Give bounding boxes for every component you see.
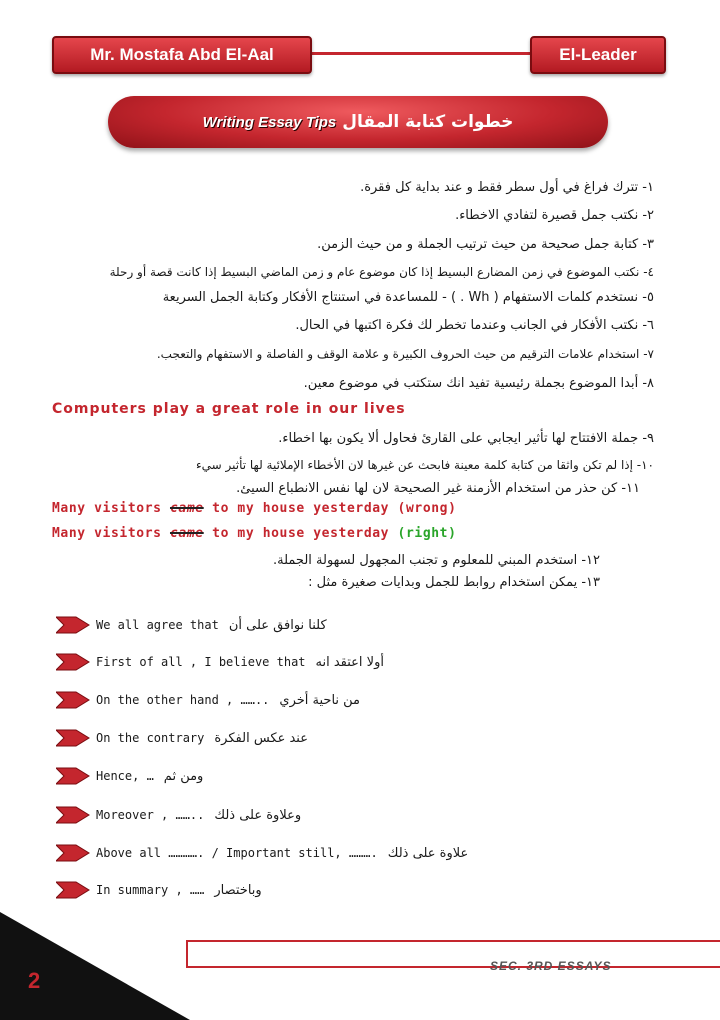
example-sentence: Computers play a great role in our lives bbox=[52, 401, 406, 417]
phrase-arabic: علاوة على ذلك bbox=[387, 845, 469, 861]
phrase-item bbox=[56, 651, 384, 673]
phrase-arabic: كلنا نوافق على أن bbox=[228, 617, 327, 633]
arrow-icon bbox=[56, 653, 90, 671]
arrow-icon bbox=[56, 844, 90, 862]
wrong-word: came bbox=[169, 501, 204, 516]
arrow-icon bbox=[56, 691, 90, 709]
phrase-english: Moreover , …….. bbox=[96, 808, 205, 822]
footer-line-lower bbox=[186, 966, 720, 968]
phrase-arabic: عند عكس الفكرة bbox=[214, 730, 308, 746]
tip-11: ١١- كن حذر من استخدام الأزمنة غير الصحيحة لان لها نفس الانطباع السيئ. bbox=[236, 481, 640, 496]
phrase-english: Above all …………. / Important still, ………. bbox=[96, 846, 378, 860]
tip-6: ٦- نكتب الأفكار في الجانب وعندما تخطر لك فكرة اكتبها في الحال. bbox=[295, 318, 654, 333]
wrong-example bbox=[52, 501, 457, 516]
tip-3: ٣- كتابة جمل صحيحة من حيث ترتيب الجملة و من حيث الزمن. bbox=[317, 237, 654, 252]
arrow-icon bbox=[56, 616, 90, 634]
phrase-item bbox=[56, 879, 262, 901]
tip-2: ٢- نكتب جمل قصيرة لتفادي الاخطاء. bbox=[455, 208, 654, 223]
header-line bbox=[310, 52, 532, 55]
footer-corner-triangle bbox=[0, 912, 190, 1020]
phrase-english: Hence, … bbox=[96, 769, 154, 783]
phrase-item bbox=[56, 804, 301, 826]
phrase-english: First of all , I believe that bbox=[96, 655, 306, 669]
arrow-icon bbox=[56, 767, 90, 785]
tip-1: ١- تترك فراغ في أول سطر فقط و عند بداية كل فقرة. bbox=[360, 180, 654, 195]
phrase-english: In summary , …… bbox=[96, 883, 205, 897]
tip-7: ٧- استخدام علامات الترقيم من حيث الحروف الكبيرة و علامة الوقف و الفاصلة و الاستفهام والتعجب. bbox=[156, 347, 654, 361]
phrase-arabic: من ناحية أخري bbox=[279, 692, 361, 708]
title-english: Writing Essay Tips bbox=[202, 113, 337, 131]
phrase-item bbox=[56, 842, 468, 864]
phrase-arabic: أولا اعتقد انه bbox=[315, 654, 384, 670]
author-badge: Mr. Mostafa Abd El-Aal bbox=[52, 36, 312, 74]
phrase-item bbox=[56, 614, 327, 636]
phrase-english: On the other hand , …….. bbox=[96, 693, 270, 707]
phrase-english: On the contrary bbox=[96, 731, 205, 745]
tip-8: ٨- أبدا الموضوع بجملة رئيسية تفيد انك ستكتب في موضوع معين. bbox=[303, 376, 654, 391]
arrow-icon bbox=[56, 729, 90, 747]
phrase-english: We all agree that bbox=[96, 618, 219, 632]
arrow-icon bbox=[56, 806, 90, 824]
footer-line bbox=[186, 940, 720, 942]
tip-5: ٥- نستخدم كلمات الاستفهام ( Wh . ) - للمساعدة في استنتاج الأفكار وكتابة الجمل السريعة bbox=[162, 290, 654, 305]
right-example bbox=[52, 526, 457, 541]
tip-13: ١٣- يمكن استخدام روابط للجمل وبدايات صغيرة مثل : bbox=[308, 575, 600, 590]
arrow-icon bbox=[56, 881, 90, 899]
footer-line-vertical bbox=[186, 940, 188, 968]
wrong-prefix: Many visitors bbox=[52, 501, 162, 516]
tip-12: ١٢- استخدم المبني للمعلوم و تجنب المجهول لسهولة الجملة. bbox=[273, 553, 600, 568]
title-arabic: خطوات كتابة المقال bbox=[342, 112, 514, 132]
footer-label: SEC. 3RD ESSAYS bbox=[490, 959, 612, 973]
phrase-arabic: ومن ثم bbox=[163, 768, 204, 784]
phrase-arabic: وعلاوة على ذلك bbox=[214, 807, 302, 823]
tip-9: ٩- جملة الافتتاح لها تأثير ايجابي على القارئ فحاول ألا يكون بها اخطاء. bbox=[278, 431, 654, 446]
title-banner bbox=[108, 96, 608, 148]
wrong-tag: (wrong) bbox=[397, 501, 457, 516]
wrong-suffix: to my house yesterday bbox=[212, 501, 390, 516]
phrase-item bbox=[56, 765, 203, 787]
phrase-item bbox=[56, 727, 308, 749]
tip-4: ٤- نكتب الموضوع في زمن المضارع البسيط إذا كان موضوع عام و زمن الماضي البسيط إذا كانت قصة أو رحلة bbox=[109, 265, 654, 279]
right-suffix: to my house yesterday bbox=[212, 526, 390, 541]
tip-10: ١٠- إذا لم تكن واثقا من كتابة كلمة معينة فابحث عن غيرها لان الأخطاء الإملائية لها تأثير سيء bbox=[195, 458, 654, 472]
phrase-item bbox=[56, 689, 360, 711]
right-prefix: Many visitors bbox=[52, 526, 162, 541]
brand-badge: El-Leader bbox=[530, 36, 666, 74]
phrase-arabic: وباختصار bbox=[214, 882, 262, 898]
right-tag: (right) bbox=[397, 526, 457, 541]
page-number: 2 bbox=[28, 968, 41, 993]
right-word: came bbox=[169, 526, 204, 541]
